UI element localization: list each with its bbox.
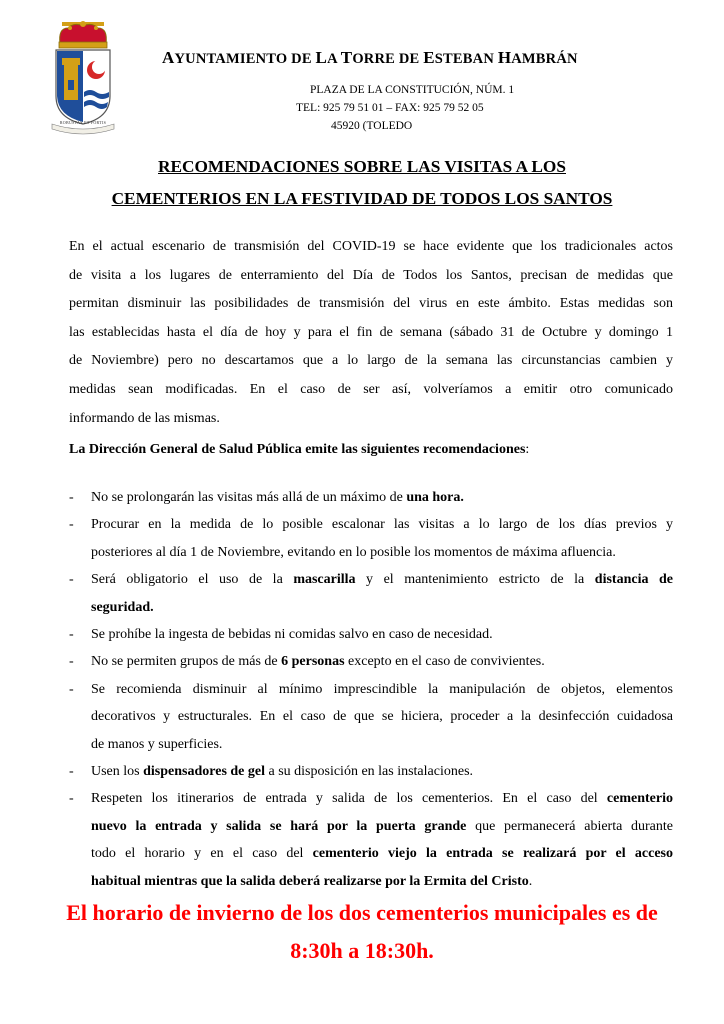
winter-hours-time: 8:30h a 18:30h. <box>290 938 434 963</box>
list-item: - Usen los dispensadores de gel a su disposición en las instalaciones. <box>69 758 673 785</box>
dash-bullet: - <box>69 764 74 780</box>
intro-line: las establecidas hasta el día de hoy y para el fin de semana (sábado 31 de Octubre y domingo 1 <box>69 324 673 340</box>
town-hall-name: AYUNTAMIENTO DE LA TORRE DE ESTEBAN HAMBRÁN <box>162 48 578 67</box>
list-item: - Se recomienda disminuir al mínimo imprescindible la manipulación de objetos, elementos decorativos y estructurales. En el caso de que se hiciera, proceder a la desinfección cuidadosa de manos y superficies. <box>69 676 673 758</box>
list-item: - Procurar en la medida de lo posible escalonar las visitas a lo largo de los días previos y posteriores al día 1 de Noviembre, evitando en lo posible los momentos de máxima afluencia. <box>69 511 673 566</box>
winter-hours-notice: El horario de invierno de los dos cementerios municipales es de <box>66 900 658 925</box>
intro-line: informando de las mismas. <box>69 410 220 426</box>
document-title-line-2: CEMENTERIOS EN LA FESTIVIDAD DE TODOS LOS SANTOS <box>111 189 613 208</box>
list-item: - Se prohíbe la ingesta de bebidas ni comidas salvo en caso de necesidad. <box>69 621 673 648</box>
dash-bullet: - <box>69 627 74 643</box>
recommendations-list <box>69 484 673 895</box>
crest-motto: ROBUSTAS ET FORTIS <box>59 120 107 125</box>
list-item: - Será obligatorio el uso de la mascarilla y el mantenimiento estricto de la distancia de seguridad. <box>69 566 673 621</box>
dash-bullet: - <box>69 681 74 697</box>
intro-line: permitan disminuir las posibilidades de transmisión del virus en este ámbito. Estas medidas son <box>69 296 673 312</box>
list-item: - Respeten los itinerarios de entrada y salida de los cementerios. En el caso del cementerio nuevo la entrada y salida se hará por la puerta grande que permanecerá abierta durante todo el horario y en el caso del cementerio viejo la entrada se realizará por el acceso habitual mientras que la salida deberá realizarse por la Ermita del Cristo. <box>69 785 673 895</box>
dash-bullet: - <box>69 654 74 670</box>
address-street: PLAZA DE LA CONSTITUCIÓN, NÚM. 1 <box>310 84 515 96</box>
dash-bullet: - <box>69 490 74 505</box>
list-item: - No se permiten grupos de más de 6 personas excepto en el caso de convivientes. <box>69 648 673 675</box>
address-phone-fax: TEL: 925 79 51 01 – FAX: 925 79 52 05 <box>296 102 484 114</box>
intro-paragraph <box>69 233 673 433</box>
intro-line: de Noviembre) pero no descartamos que a lo largo de la semana las circunstancias cambien y <box>69 353 673 369</box>
list-item: - No se prolongarán las visitas más allá de un máximo de una hora. <box>69 484 673 511</box>
intro-line: de visita a los lugares de enterramiento del Día de Todos los Santos, precisan de medidas que <box>69 267 673 283</box>
recommendations-heading: La Dirección General de Salud Pública emite las siguientes recomendaciones: <box>69 442 530 457</box>
document-title-line-1: RECOMENDACIONES SOBRE LAS VISITAS A LOS <box>158 157 566 176</box>
dash-bullet: - <box>69 517 74 533</box>
intro-line: medidas sean modificadas. En el caso de ser así, volveríamos a emitir otro comunicado <box>69 381 673 397</box>
intro-line: En el actual escenario de transmisión del COVID-19 se hace evidente que los tradicionales actos <box>69 239 673 254</box>
dash-bullet: - <box>69 791 74 807</box>
address-postal: 45920 (TOLEDO <box>331 120 413 132</box>
dash-bullet: - <box>69 572 74 588</box>
coat-of-arms-icon <box>48 18 118 136</box>
